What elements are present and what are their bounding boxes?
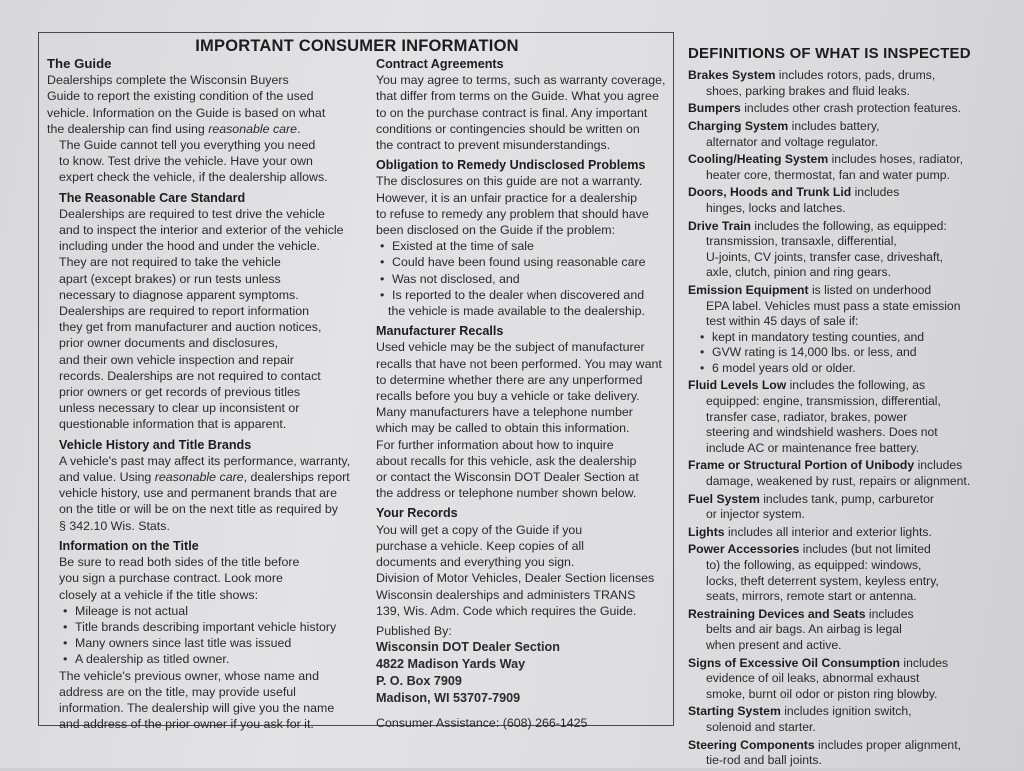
- title-info-closing: and address of the prior owner if you ask for it.: [59, 717, 314, 732]
- definition-continuation: locks, theft deterrent system, keyless entry,: [706, 573, 939, 588]
- definition-text: includes other crash protection features.: [744, 101, 962, 116]
- definition-item: [688, 68, 1018, 99]
- definition-text: includes hoses, radiator,: [831, 152, 964, 167]
- guide-line: expert check the vehicle, if the dealership allows.: [59, 170, 328, 185]
- guide-line: Dealerships complete the Wisconsin Buyers: [47, 73, 289, 88]
- list-item: • Existed at the time of sale: [376, 238, 670, 254]
- records-line: purchase a vehicle. Keep copies of all: [376, 538, 585, 553]
- contract-heading: Contract Agreements: [376, 57, 504, 71]
- definition-item: [688, 738, 1018, 769]
- middle-column: [376, 56, 670, 731]
- recalls-line: recalls that have not been performed. You may want: [376, 356, 662, 371]
- definition-text: includes battery,: [791, 118, 880, 133]
- definition-item: [688, 656, 1018, 703]
- guide-line: The Guide cannot tell you everything you need: [59, 138, 316, 153]
- definition-text: includes ignition switch,: [784, 704, 912, 719]
- remedy-heading: Obligation to Remedy Undisclosed Problems: [376, 158, 646, 173]
- title-info-closing: The vehicle's previous owner, whose name and: [59, 668, 319, 683]
- definition-term: Starting System: [688, 704, 781, 719]
- guide-line: the dealership can find using reasonable care.: [47, 121, 301, 136]
- recalls-line: or contact the Wisconsin DOT Dealer Section at: [376, 470, 639, 485]
- definition-item: [688, 704, 1018, 735]
- title-info-list: [59, 603, 365, 668]
- records-line: Division of Motor Vehicles, Dealer Section licenses: [376, 571, 655, 586]
- definition-continuation: alternator and voltage regulator.: [706, 134, 879, 149]
- definition-text: includes (but not limited: [802, 542, 931, 557]
- definition-term: Brakes System: [688, 68, 776, 83]
- definition-continuation: transmission, transaxle, differential,: [706, 234, 897, 249]
- definition-term: Signs of Excessive Oil Consumption: [688, 655, 900, 670]
- care-heading: The Reasonable Care Standard: [59, 190, 246, 205]
- list-item: • Was not disclosed, and: [376, 271, 670, 287]
- definition-item: [688, 119, 1018, 150]
- definition-continuation: shoes, parking brakes and fluid leaks.: [706, 83, 910, 98]
- list-item: • kept in mandatory testing counties, and: [688, 330, 1018, 346]
- definition-continuation: belts and air bags. An airbag is legal: [706, 622, 902, 637]
- title-info-line: Be sure to read both sides of the title before: [59, 555, 300, 570]
- care-line: They are not required to take the vehicle: [59, 255, 281, 270]
- definition-term: Fluid Levels Low: [688, 378, 787, 393]
- list-item: • GVW rating is 14,000 lbs. or less, and: [688, 345, 1018, 361]
- definition-term: Power Accessories: [688, 542, 800, 557]
- list-item: • A dealership as titled owner.: [59, 651, 365, 667]
- published-label: Published By:: [376, 623, 452, 638]
- definition-continuation: when present and active.: [706, 637, 842, 652]
- contract-line: conditions or contingencies should be written on: [376, 121, 640, 136]
- recalls-line: Used vehicle may be the subject of manufacturer: [376, 340, 645, 355]
- definition-continuation: solenoid and starter.: [706, 719, 816, 734]
- definition-text: includes: [868, 606, 914, 621]
- history-line: on the title or will be on the next title as required by: [59, 502, 338, 517]
- definition-continuation: equipped: engine, transmission, differential,: [706, 394, 941, 409]
- definition-term: Steering Components: [688, 737, 815, 752]
- definition-term: Fuel System: [688, 491, 760, 506]
- definition-term: Restraining Devices and Seats: [688, 606, 866, 621]
- definition-continuation: smoke, burnt oil odor or piston ring blowby.: [706, 686, 938, 701]
- definition-first-line: [688, 542, 1018, 558]
- definition-first-line: [688, 185, 1018, 201]
- contract-line: the contract to prevent misunderstandings.: [376, 138, 611, 153]
- definition-first-line: [688, 68, 1018, 84]
- definition-first-line: [688, 119, 1018, 135]
- definition-continuation: evidence of oil leaks, abnormal exhaust: [706, 671, 920, 686]
- definitions-column: [688, 46, 1018, 771]
- care-line: they get from manufacturer and auction notices,: [59, 320, 322, 335]
- care-line: Dealerships are required to report information: [59, 304, 310, 319]
- definition-continuation: transfer case, radiator, brakes, power: [706, 409, 908, 424]
- definition-text: includes the following, as: [789, 378, 926, 393]
- definition-item: [688, 458, 1018, 489]
- records-line: Wisconsin dealerships and administers TRANS: [376, 587, 636, 602]
- guide-line: Guide to report the existing condition of the used: [47, 89, 314, 104]
- contract-line: that differ from terms on the Guide. What you agree: [376, 89, 659, 104]
- list-item: • Is reported to the dealer when discovered and: [376, 287, 670, 303]
- definition-first-line: [688, 283, 1018, 299]
- definition-continuation: damage, weakened by rust, repairs or alignment.: [706, 474, 971, 489]
- definition-continuation: U-joints, CV joints, transfer case, driveshaft,: [706, 249, 944, 264]
- definition-item: [688, 185, 1018, 216]
- title-info-line: closely at a vehicle if the title shows:: [59, 587, 259, 602]
- guide-line: to know. Test drive the vehicle. Have your own: [59, 154, 313, 169]
- definition-text: includes: [903, 655, 949, 670]
- recalls-line: Many manufacturers have a telephone number: [376, 405, 633, 420]
- publisher-street: 4822 Madison Yards Way: [376, 657, 526, 672]
- definition-item: [688, 152, 1018, 183]
- history-line: vehicle history, use and permanent brands that are: [59, 486, 338, 501]
- recalls-heading: Manufacturer Recalls: [376, 324, 504, 339]
- definition-continuation: test within 45 days of sale if:: [706, 314, 859, 329]
- definition-first-line: [688, 152, 1018, 168]
- definition-first-line: [688, 101, 1018, 117]
- remedy-line: The disclosures on this guide are not a warranty.: [376, 174, 643, 189]
- definition-term: Bumpers: [688, 101, 741, 116]
- definition-continuation: tie-rod and ball joints.: [706, 753, 822, 768]
- recalls-line: to determine whether there are any unperformed: [376, 372, 643, 387]
- definition-first-line: [688, 738, 1018, 754]
- definition-text: includes: [854, 185, 900, 200]
- definition-continuation: seats, mirrors, remote start or antenna.: [706, 589, 917, 604]
- definition-first-line: [688, 525, 1018, 541]
- definition-continuation: include AC or maintenance free battery.: [706, 440, 920, 455]
- remedy-list: [376, 238, 670, 303]
- definition-continuation: steering and windshield washers. Does not: [706, 425, 938, 440]
- care-line: necessary to diagnose apparent symptoms.: [59, 287, 299, 302]
- publisher-city: Madison, WI 53707-7909: [376, 691, 521, 706]
- definition-term: Frame or Structural Portion of Unibody: [688, 458, 915, 473]
- definition-continuation: heater core, thermostat, fan and water pump.: [706, 167, 950, 182]
- remedy-bullet-cont: the vehicle is made available to the dealership.: [388, 304, 645, 319]
- definition-continuation: axle, clutch, pinion and ring gears.: [706, 265, 891, 280]
- consumer-assistance: Consumer Assistance: (608) 266-1425: [376, 716, 588, 731]
- definition-text: includes: [917, 458, 963, 473]
- definition-first-line: [688, 219, 1018, 235]
- definition-text: includes rotors, pads, drums,: [778, 68, 936, 83]
- definition-item: [688, 607, 1018, 654]
- remedy-line: However, it is an unfair practice for a dealership: [376, 190, 638, 205]
- definitions-title: DEFINITIONS OF WHAT IS INSPECTED: [688, 45, 971, 62]
- contract-line: You may agree to terms, such as warranty coverage,: [376, 73, 666, 88]
- list-item: • Many owners since last title was issued: [59, 635, 365, 651]
- care-line: and their own vehicle inspection and repair: [59, 352, 294, 367]
- list-item: • 6 model years old or older.: [688, 361, 1018, 377]
- definition-first-line: [688, 492, 1018, 508]
- recalls-line: the address or telephone number shown below.: [376, 486, 637, 501]
- care-line: prior owner documents and disclosures,: [59, 336, 279, 351]
- definition-first-line: [688, 458, 1018, 474]
- definition-item: [688, 219, 1018, 281]
- care-line: apart (except brakes) or run tests unless: [59, 271, 281, 286]
- guide-heading: The Guide: [47, 56, 112, 71]
- remedy-line: been disclosed on the Guide if the problem:: [376, 223, 616, 238]
- definition-item: [688, 283, 1018, 377]
- definition-item: [688, 525, 1018, 541]
- definition-text: includes proper alignment,: [818, 737, 961, 752]
- history-line: A vehicle's past may affect its performance, warranty,: [59, 453, 351, 468]
- definition-item: [688, 492, 1018, 523]
- recalls-line: For further information about how to inquire: [376, 437, 614, 452]
- definition-term: Emission Equipment: [688, 282, 809, 297]
- definition-item: [688, 101, 1018, 117]
- care-line: unless necessary to clear up inconsistent or: [59, 401, 300, 416]
- title-info-line: you sign a purchase contract. Look more: [59, 571, 283, 586]
- definition-term: Charging System: [688, 118, 789, 133]
- definition-text: is listed on underhood: [811, 282, 932, 297]
- definition-term: Lights: [688, 524, 725, 539]
- care-line: records. Dealerships are not required to contact: [59, 368, 321, 383]
- publisher-po-box: P. O. Box 7909: [376, 674, 462, 689]
- definitions-list: [688, 68, 1018, 769]
- remedy-line: to refuse to remedy any problem that should have: [376, 206, 649, 221]
- definition-bullets: [688, 330, 1018, 377]
- history-line: and value. Using reasonable care, dealerships report: [59, 470, 350, 485]
- publisher-name: Wisconsin DOT Dealer Section: [376, 640, 560, 655]
- definition-term: Doors, Hoods and Trunk Lid: [688, 185, 852, 200]
- list-item: • Could have been found using reasonable care: [376, 254, 670, 270]
- records-line: 139, Wis. Adm. Code which requires the Guide.: [376, 603, 637, 618]
- care-line: questionable information that is apparent.: [59, 417, 287, 432]
- recalls-line: about recalls for this vehicle, ask the dealership: [376, 453, 637, 468]
- recalls-line: recalls before you buy a vehicle or take delivery.: [376, 389, 640, 404]
- recalls-line: which may be called to obtain this information.: [376, 421, 630, 436]
- care-line: including under the hood and under the vehicle.: [59, 239, 321, 254]
- definition-term: Cooling/Heating System: [688, 152, 829, 167]
- contract-line: to on the purchase contract is final. Any important: [376, 105, 648, 120]
- definition-first-line: [688, 656, 1018, 672]
- records-heading: Your Records: [376, 506, 458, 521]
- care-line: Dealerships are required to test drive the vehicle: [59, 206, 325, 221]
- definition-first-line: [688, 607, 1018, 623]
- records-line: documents and everything you sign.: [376, 555, 575, 570]
- history-heading: Vehicle History and Title Brands: [59, 437, 252, 452]
- definition-term: Drive Train: [688, 218, 751, 233]
- definition-item: [688, 542, 1018, 604]
- records-line: You will get a copy of the Guide if you: [376, 522, 583, 537]
- definition-continuation: to) the following, as equipped: windows,: [706, 558, 922, 573]
- care-line: prior owners or get records of previous titles: [59, 385, 301, 400]
- definition-first-line: [688, 378, 1018, 394]
- definition-item: [688, 378, 1018, 456]
- definition-first-line: [688, 704, 1018, 720]
- definition-continuation: EPA label. Vehicles must pass a state emission: [706, 298, 961, 313]
- list-item: • Title brands describing important vehicle history: [59, 619, 365, 635]
- definition-text: includes the following, as equipped:: [754, 218, 947, 233]
- definition-continuation: hinges, locks and latches.: [706, 200, 846, 215]
- title-info-closing: address are on the title, may provide useful: [59, 684, 296, 699]
- title-info-closing: information. The dealership will give you the name: [59, 700, 335, 715]
- history-line: § 342.10 Wis. Stats.: [59, 518, 170, 533]
- definition-text: includes tank, pump, carburetor: [763, 491, 934, 506]
- left-column: [47, 56, 365, 732]
- definition-text: includes all interior and exterior lights.: [727, 524, 932, 539]
- title-info-heading: Information on the Title: [59, 538, 199, 553]
- care-line: and to inspect the interior and exterior of the vehicle: [59, 223, 344, 238]
- guide-line: vehicle. Information on the Guide is based on what: [47, 105, 326, 120]
- list-item: • Mileage is not actual: [59, 603, 365, 619]
- definition-continuation: or injector system.: [706, 507, 805, 522]
- consumer-info-title: IMPORTANT CONSUMER INFORMATION: [195, 37, 519, 55]
